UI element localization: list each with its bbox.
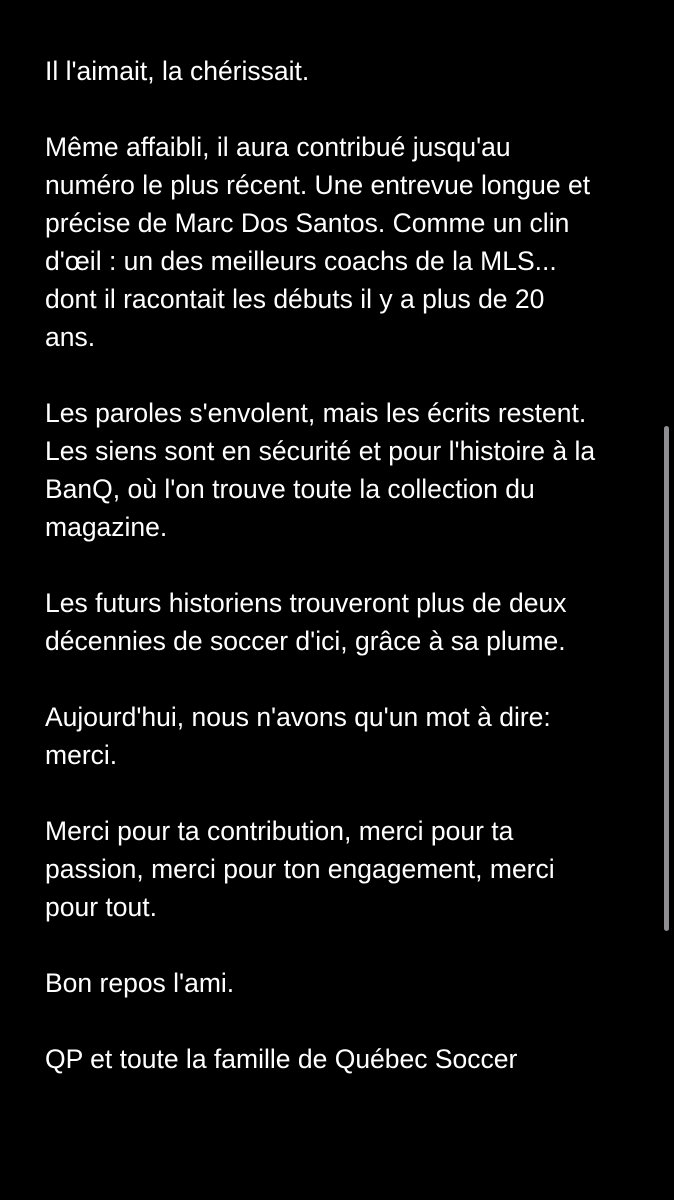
paragraph-4: Les futurs historiens trouveront plus de deux décennies de soccer d'ici, grâce à sa plume. — [45, 588, 567, 656]
scrollbar-thumb[interactable] — [664, 426, 669, 931]
paragraph-3: Les paroles s'envolent, mais les écrits restent. Les siens sont en sécurité et pour l'histoire à la BanQ, où l'on trouve toute la collection du magazine. — [45, 398, 596, 542]
paragraph-1: Il l'aimait, la chérissait. — [45, 56, 310, 86]
paragraph-2: Même affaibli, il aura contribué jusqu'au numéro le plus récent. Une entrevue longue et précise de Marc Dos Santos. Comme un clin d'œil : un des meilleurs coachs de la MLS... dont il racontait les débuts il y a plus de 20 ans. — [45, 132, 591, 352]
paragraph-5: Aujourd'hui, nous n'avons qu'un mot à dire: merci. — [45, 702, 551, 770]
paragraph-6: Merci pour ta contribution, merci pour ta passion, merci pour ton engagement, merci pour tout. — [45, 816, 555, 922]
paragraph-7: Bon repos l'ami. — [45, 968, 235, 998]
paragraph-8-signature: QP et toute la famille de Québec Soccer — [45, 1044, 518, 1074]
message-body[interactable] — [45, 52, 630, 1116]
